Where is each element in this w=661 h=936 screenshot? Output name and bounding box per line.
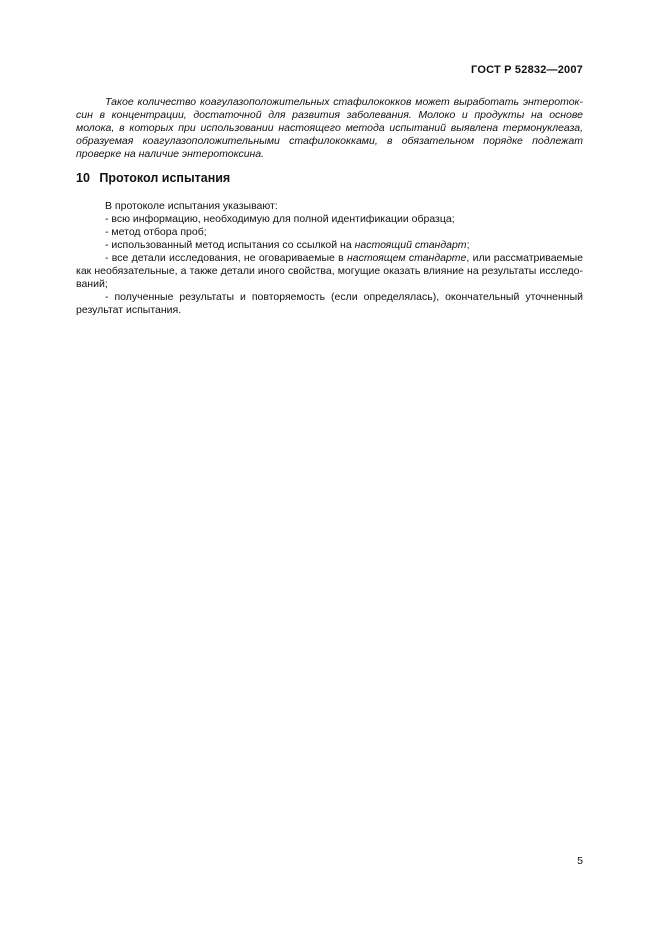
page-number: 5 (577, 855, 583, 867)
list-item-italic: настоящем стандарте (346, 252, 467, 264)
list-item (76, 291, 583, 317)
list-item-text: - метод отбора проб; (105, 226, 207, 238)
section-title-text: Протокол испытания (99, 171, 231, 185)
note-text-content: Такое количество коагулазоположительных стафилококков может выработать энтеротоксин в концентрации, достаточной для развития заболевания. Молоко и продукты на основе молока, в которых при использовании настоящего метода испытаний выявлена термонуклеаза, образуемая коагулазоположительными стафилококками, в обязательном порядке подлежат проверке на наличие энтеротоксина. (76, 96, 583, 160)
protocol-intro: В протоколе испытания указывают: (105, 200, 278, 212)
list-item-italic: настоящий стандарт (354, 239, 467, 251)
list-item-suffix: ; (466, 239, 470, 251)
document-code-header: ГОСТ Р 52832—2007 (471, 64, 583, 76)
list-item-text: - все детали исследования, не оговариваемые в (105, 252, 347, 264)
list-item-text: - использованный метод испытания со ссылкой на (105, 239, 355, 251)
list-item (76, 213, 583, 226)
section-heading (76, 171, 230, 185)
note-text (76, 96, 583, 161)
section-number: 10 (76, 171, 90, 185)
list-item (76, 239, 583, 252)
list-item-suffix: , или рассматриваемые как необязательные, а также детали иного свойства, могущие оказать влияние на результаты исследований; (76, 252, 583, 290)
list-item (76, 252, 583, 291)
italic-note-paragraph (76, 96, 583, 161)
protocol-list (76, 200, 583, 317)
list-item-text: - полученные результаты и повторяемость (если определялась), окончательный уточненный результат испытания. (76, 291, 583, 316)
list-item-text: - всю информацию, необходимую для полной идентификации образца; (105, 213, 455, 225)
list-item (76, 226, 583, 239)
